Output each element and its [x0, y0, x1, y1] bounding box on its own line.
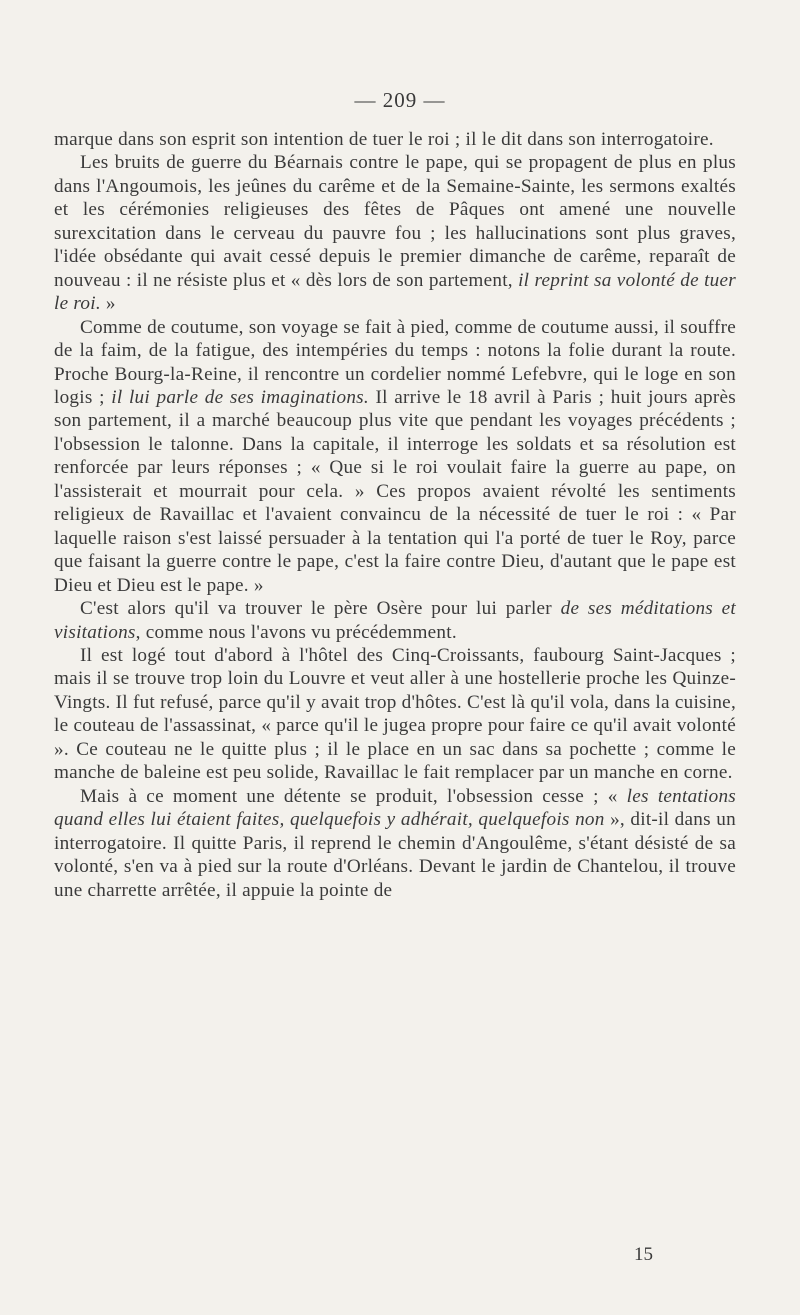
text-run: marque dans son esprit son intention de tuer le roi ; il le dit dans son interrogatoire. — [54, 129, 714, 150]
signature-mark: 15 — [634, 1244, 653, 1265]
page-number: — 209 — — [354, 88, 446, 112]
italic-run: de ses méditations et visitations — [54, 598, 737, 643]
paragraph — [54, 785, 736, 902]
body-text — [54, 128, 736, 902]
paragraph — [54, 644, 736, 785]
italic-run: les tentations quand elles lui étaient faites, quelquefois y adhérait, quelquefois non — [54, 785, 736, 831]
text-run: », dit-il dans un interrogatoire. Il quitte Paris, il reprend le chemin d'Angoulême, s'étant désisté de sa volonté, s'en va à pied sur la route d'Orléans. Devant le jardin de Chantelou, il trouve une charrette arrêtée, il appuie la pointe de — [54, 809, 736, 901]
italic-run: il reprint sa volonté de tuer le roi. — [54, 269, 736, 315]
paragraph — [54, 151, 736, 315]
text-run: C'est alors qu'il va trouver le père Osère pour lui parler — [80, 598, 561, 620]
text-run: Mais à ce moment une détente se produit, l'obsession cesse ; « — [80, 785, 627, 807]
paragraph — [54, 128, 736, 151]
text-run: Les bruits de guerre du Béarnais contre le pape, qui se propagent de plus en plus dans l'Angoumois, les jeûnes du carême et de la Semaine-Sainte, les sermons exaltés et les cérémonies religieuses des fêtes de Pâques ont amené une nouvelle surexcitation dans le cerveau du pauvre fou ; les hallucinations sont plus graves, l'idée obsédante qui avait cessé depuis le premier dimanche de carême, reparaît de nouveau : il ne résiste plus et « dès lors de son partement, — [54, 152, 736, 291]
text-run: Il arrive le 18 avril à Paris ; huit jours après son partement, il a marché beaucoup plus vite que pendant les voyages précédents ; l'obsession le talonne. Dans la capitale, il interroge les soldats et sa résolution est renforcée par leurs réponses ; « Que si le roi voulait faire la guerre au pape, on l'assisterait et mourrait pour cela. » Ces propos avaient révolté les sentiments religieux de Ravaillac et l'avaient convaincu de la nécessité de tuer le roi : « Par laquelle raison s'est laissé persuader à la tentation qui l'a porté de tuer le Roy, parce que faisant la guerre contre le pape, c'est la faire contre Dieu, d'autant que le pape est Dieu et Dieu est le pape. » — [54, 386, 736, 596]
paragraph — [54, 316, 736, 597]
paragraph — [54, 597, 736, 644]
text-run: » — [100, 293, 116, 315]
italic-run: il lui parle de ses imaginations. — [111, 386, 369, 408]
text-run: Il est logé tout d'abord à l'hôtel des Cinq-Croissants, faubourg Saint-Jacques ; mais il se trouve trop loin du Louvre et veut aller à une hostellerie proche les Quinze-Vingts. Il fut refusé, parce qu'il y avait trop d'hôtes. C'est là qu'il vola, dans la cuisine, le couteau de l'assassinat, « parce qu'il le jugea propre pour faire ce qu'il avait volonté ». Ce couteau ne le quitte plus ; il le place en un sac dans sa pochette ; comme le manche de baleine est peu solide, Ravaillac le fait remplacer par un manche en corne. — [54, 644, 736, 784]
text-run: Comme de coutume, son voyage se fait à pied, comme de coutume aussi, il souffre de la faim, de la fatigue, des intempéries du temps : notons la folie durant la route. Proche Bourg-la-Reine, il rencontre un cordelier nommé Lefebvre, qui le loge en son logis ; — [54, 316, 736, 408]
text-run: , comme nous l'avons vu précédemment. — [135, 621, 457, 643]
